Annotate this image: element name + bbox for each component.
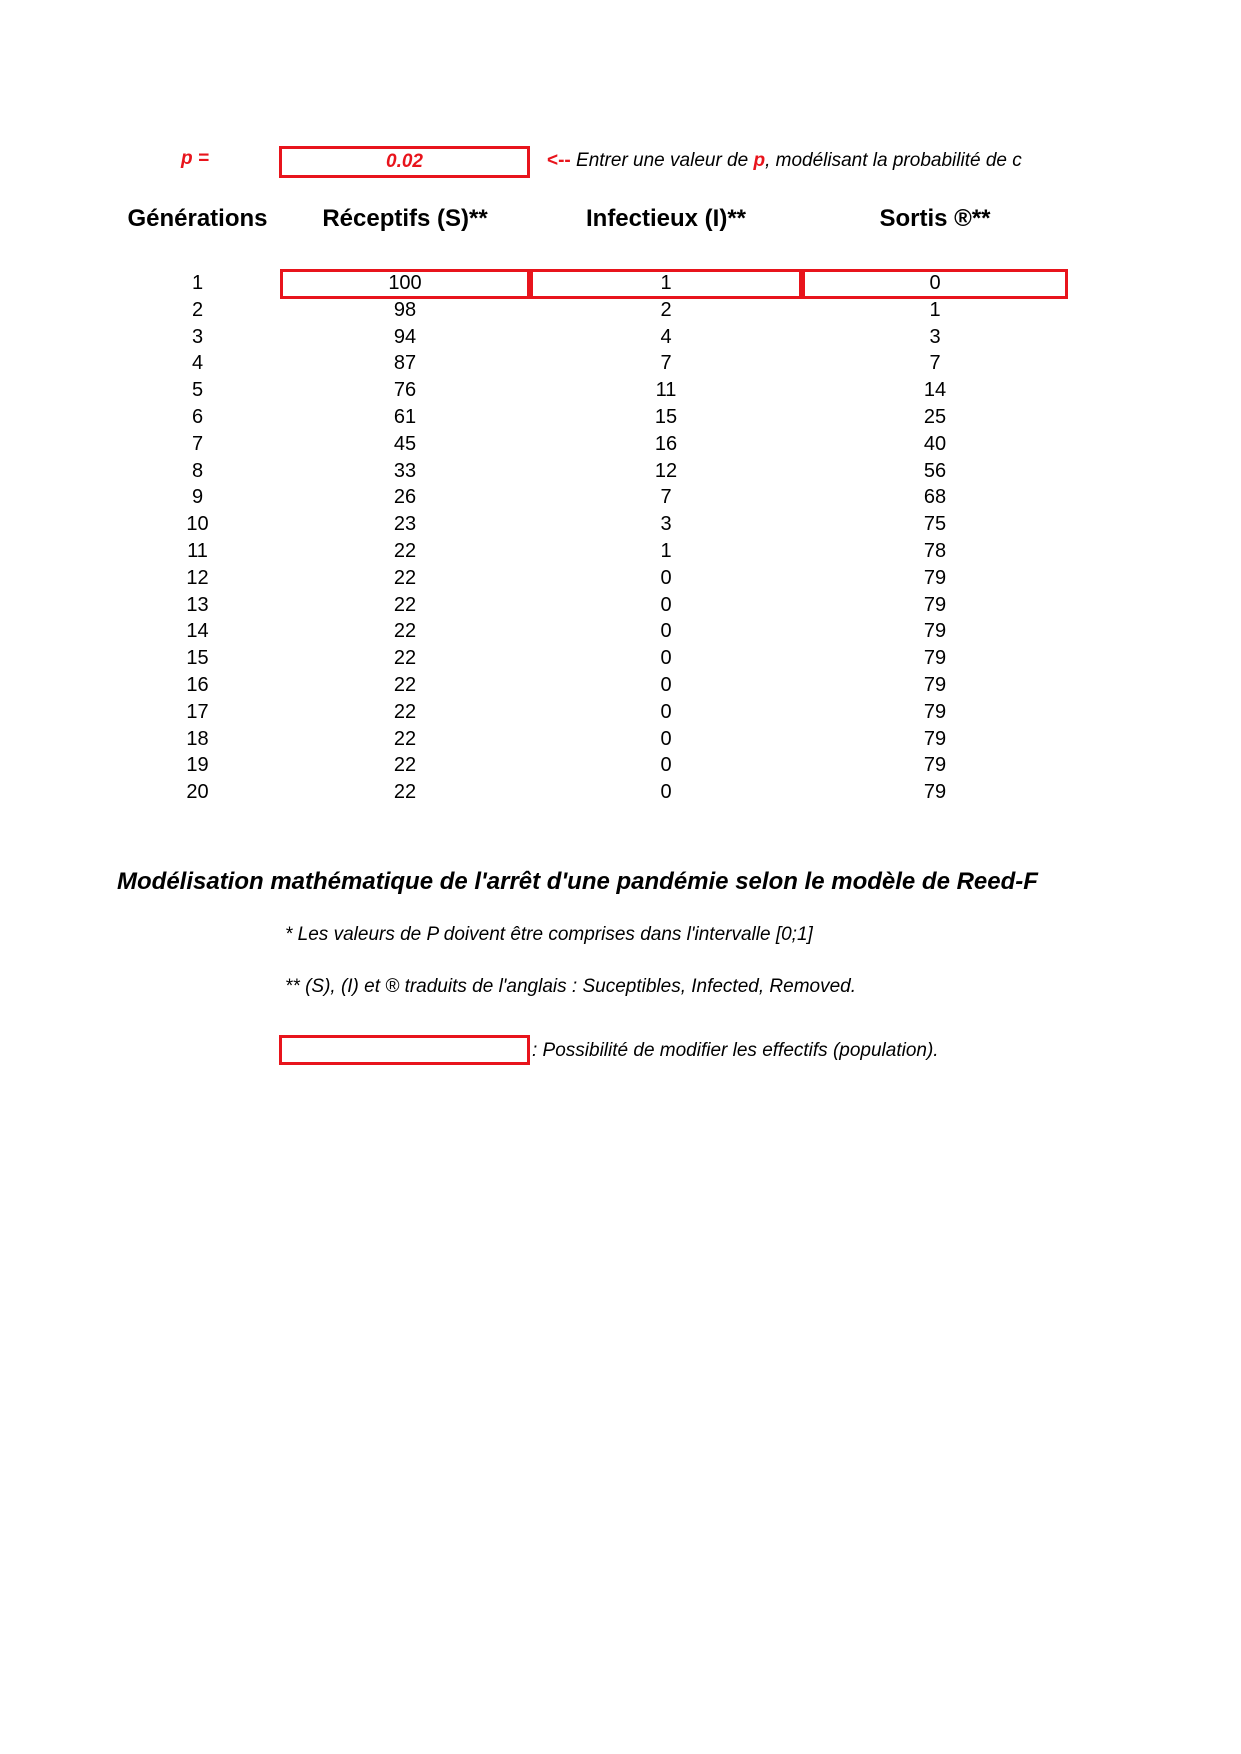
cell-infectieux: 7 xyxy=(660,352,672,375)
cell-receptifs: 87 xyxy=(393,352,417,375)
cell-infectieux: 15 xyxy=(654,406,678,428)
table-row xyxy=(0,592,1068,618)
cell-generation: 18 xyxy=(186,727,209,750)
cell-receptifs: 76 xyxy=(393,379,417,402)
cell-generation: 9 xyxy=(191,486,204,509)
cell-generation: 3 xyxy=(191,325,204,348)
cell-infectieux: 16 xyxy=(654,432,678,455)
cell-sortis: 1 xyxy=(929,298,941,321)
cell-sortis: 14 xyxy=(923,379,947,402)
cell-sortis: 25 xyxy=(923,406,947,428)
legend-text: : Possibilité de modifier les effectifs (population). xyxy=(532,1040,939,1061)
cell-receptifs[interactable]: 100 xyxy=(388,272,422,294)
cell-infectieux: 0 xyxy=(660,727,672,750)
cell-sortis: 75 xyxy=(923,513,947,536)
cell-generation: 20 xyxy=(186,781,209,804)
cell-generation: 4 xyxy=(191,352,204,375)
cell-infectieux: 0 xyxy=(660,620,672,643)
cell-infectieux[interactable]: 1 xyxy=(660,272,672,294)
cell-infectieux: 0 xyxy=(660,754,672,777)
cell-infectieux: 2 xyxy=(660,298,672,321)
table-row xyxy=(0,565,1068,591)
cell-infectieux: 0 xyxy=(660,674,672,696)
table-row xyxy=(0,404,1068,430)
cell-receptifs: 33 xyxy=(393,459,417,482)
cell-generation: 13 xyxy=(186,593,209,616)
hint-variable: p xyxy=(753,150,766,171)
p-hint xyxy=(547,150,1022,172)
cell-sortis: 79 xyxy=(923,781,947,804)
table-row xyxy=(0,726,1068,752)
table-row xyxy=(0,270,1068,296)
table-row xyxy=(0,538,1068,564)
cell-generation: 11 xyxy=(187,540,208,562)
cell-sortis: 79 xyxy=(923,754,947,777)
cell-receptifs: 22 xyxy=(393,540,417,562)
table-row xyxy=(0,618,1068,644)
cell-infectieux: 0 xyxy=(660,781,672,804)
cell-generation: 15 xyxy=(186,647,209,670)
cell-generation: 12 xyxy=(186,566,209,589)
cell-sortis: 79 xyxy=(923,647,947,670)
cell-infectieux: 11 xyxy=(655,379,677,402)
cell-infectieux: 12 xyxy=(654,459,678,482)
cell-receptifs: 22 xyxy=(393,700,417,723)
cell-infectieux: 3 xyxy=(660,513,672,536)
cell-sortis: 79 xyxy=(923,620,947,643)
cell-sortis: 78 xyxy=(923,540,947,562)
cell-sortis: 79 xyxy=(923,727,947,750)
cell-infectieux: 0 xyxy=(660,647,672,670)
cell-receptifs: 22 xyxy=(393,754,417,777)
arrow-left-icon: <-- xyxy=(547,150,571,171)
cell-receptifs: 23 xyxy=(393,513,417,536)
table-row xyxy=(0,645,1068,671)
cell-receptifs: 22 xyxy=(393,674,417,696)
cell-infectieux: 0 xyxy=(660,700,672,723)
cell-sortis: 40 xyxy=(923,432,947,455)
hint-text-after: , modélisant la probabilité de c xyxy=(765,150,1022,171)
cell-generation: 6 xyxy=(191,406,204,428)
cell-receptifs: 22 xyxy=(393,593,417,616)
cell-infectieux: 0 xyxy=(660,566,672,589)
note-p-range: * Les valeurs de P doivent être comprises dans l'intervalle [0;1] xyxy=(285,924,813,945)
table-row xyxy=(0,484,1068,510)
cell-generation: 14 xyxy=(186,620,209,643)
cell-generation: 16 xyxy=(186,674,209,696)
cell-receptifs: 26 xyxy=(393,486,417,509)
cell-sortis: 79 xyxy=(923,674,947,696)
cell-receptifs: 94 xyxy=(393,325,417,348)
cell-receptifs: 61 xyxy=(393,406,417,428)
cell-infectieux: 4 xyxy=(660,325,672,348)
cell-sortis: 68 xyxy=(923,486,947,509)
cell-receptifs: 98 xyxy=(393,298,417,321)
cell-generation: 8 xyxy=(191,459,204,482)
table-row xyxy=(0,672,1068,698)
cell-receptifs: 22 xyxy=(393,647,417,670)
table-row xyxy=(0,752,1068,778)
table-row xyxy=(0,431,1068,457)
cell-generation: 17 xyxy=(186,700,209,723)
cell-sortis: 79 xyxy=(923,566,947,589)
cell-generation: 10 xyxy=(186,513,209,536)
cell-sortis: 7 xyxy=(929,352,941,375)
table-row xyxy=(0,779,1068,805)
cell-infectieux: 0 xyxy=(660,593,672,616)
cell-generation: 2 xyxy=(191,298,204,321)
cell-sortis: 3 xyxy=(929,325,941,348)
cell-sortis[interactable]: 0 xyxy=(929,272,941,294)
note-translation: ** (S), (I) et ® traduits de l'anglais : Suceptibles, Infected, Removed. xyxy=(285,976,857,997)
header-infectieux: Infectieux (I)** xyxy=(585,205,747,232)
cell-generation: 5 xyxy=(191,379,204,402)
cell-generation: 1 xyxy=(191,272,204,294)
cell-receptifs: 22 xyxy=(393,781,417,804)
cell-generation: 19 xyxy=(186,754,209,777)
cell-receptifs: 22 xyxy=(393,620,417,643)
cell-infectieux: 1 xyxy=(660,540,672,562)
hint-text-before: Entrer une valeur de xyxy=(570,150,754,171)
document-title: Modélisation mathématique de l'arrêt d'une pandémie selon le modèle de Reed-F xyxy=(117,868,1038,895)
header-generations: Générations xyxy=(127,205,268,232)
table-row xyxy=(0,297,1068,323)
header-sortis: Sortis ®** xyxy=(879,205,991,232)
table-row xyxy=(0,511,1068,537)
table-row xyxy=(0,350,1068,376)
header-receptifs: Réceptifs (S)** xyxy=(322,205,488,232)
p-label: p = xyxy=(181,148,209,169)
cell-infectieux: 7 xyxy=(660,486,672,509)
cell-receptifs: 22 xyxy=(393,727,417,750)
table-row xyxy=(0,458,1068,484)
table-row xyxy=(0,699,1068,725)
cell-sortis: 56 xyxy=(923,459,947,482)
p-value-input[interactable]: 0.02 xyxy=(279,146,530,178)
cell-sortis: 79 xyxy=(923,593,947,616)
cell-sortis: 79 xyxy=(923,700,947,723)
legend-red-box xyxy=(279,1035,530,1065)
table-row xyxy=(0,377,1068,403)
cell-receptifs: 22 xyxy=(393,566,417,589)
cell-receptifs: 45 xyxy=(393,432,417,455)
table-row xyxy=(0,324,1068,350)
cell-generation: 7 xyxy=(191,432,204,455)
